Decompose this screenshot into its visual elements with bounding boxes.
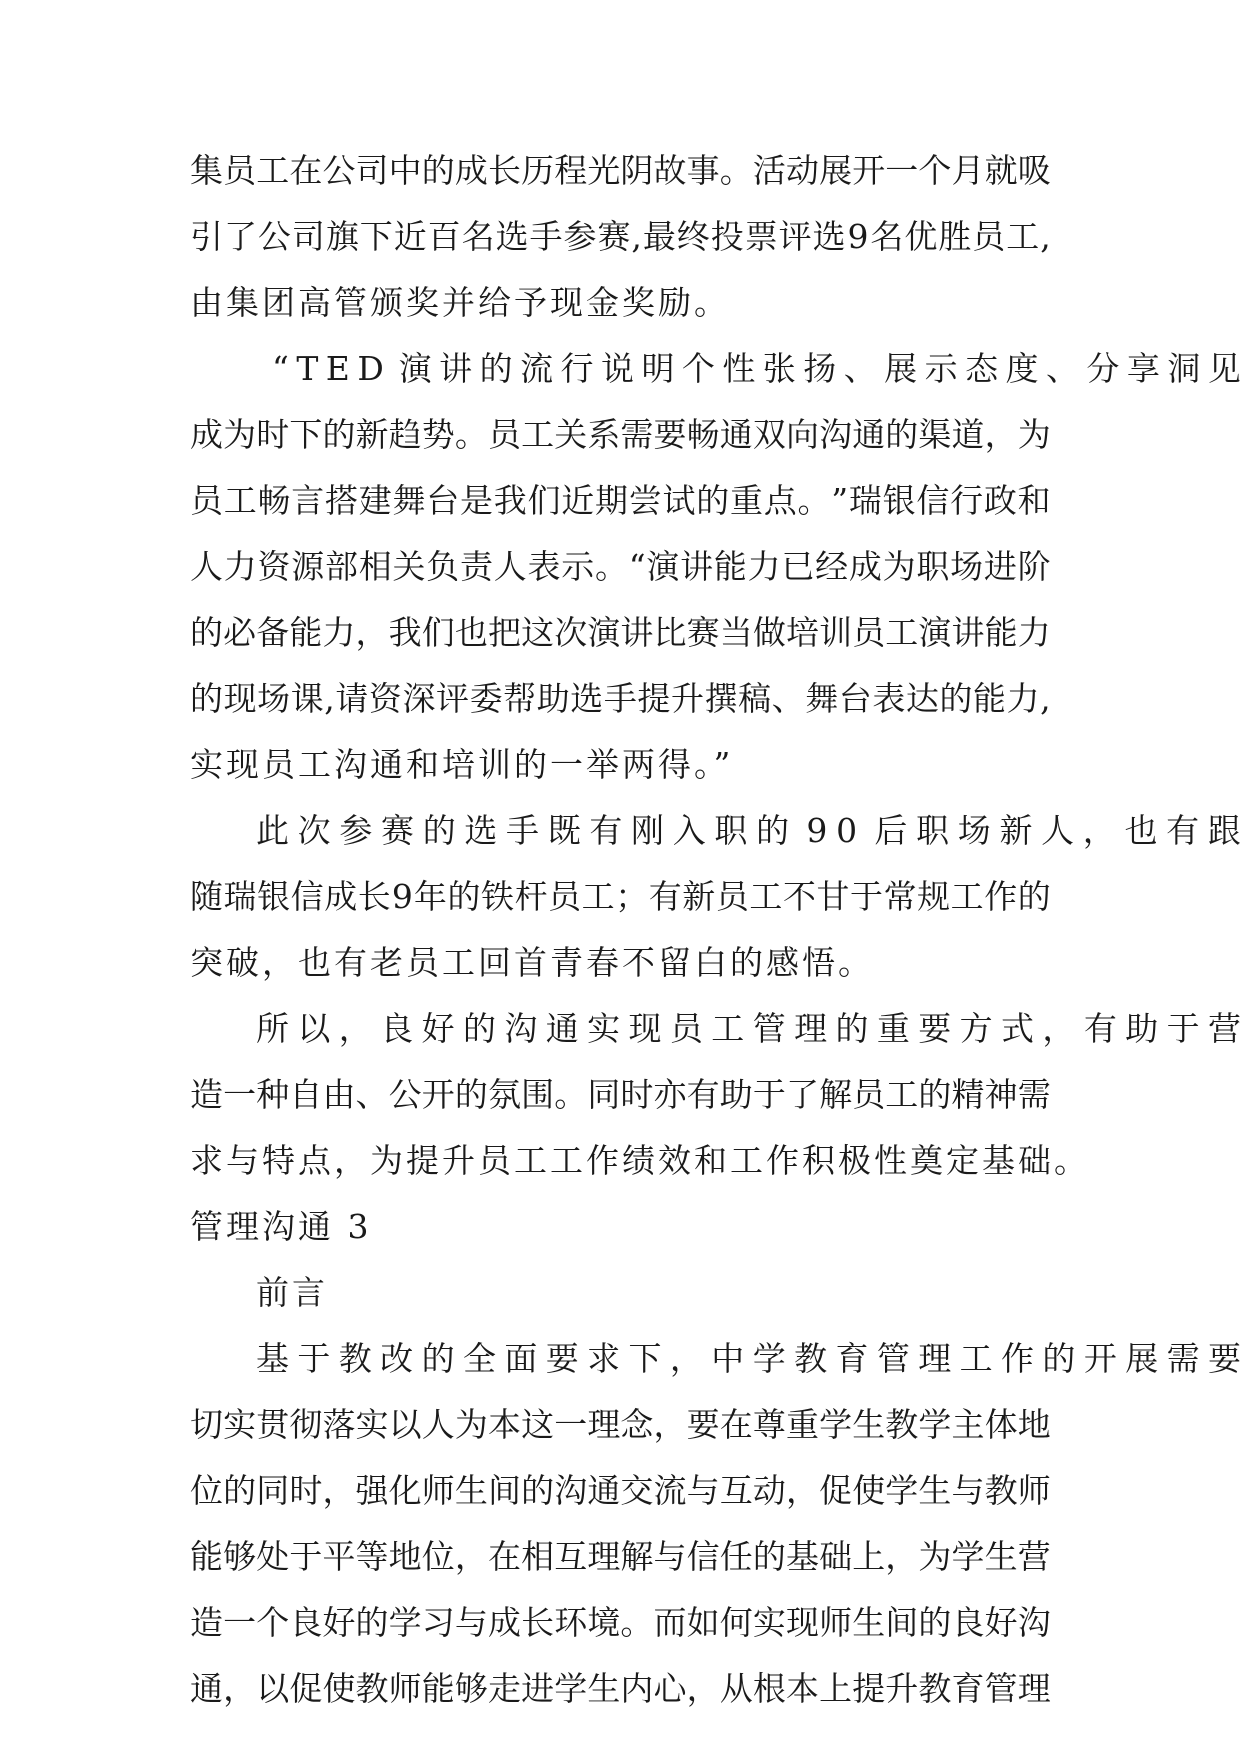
text-line: 随 瑞 银 信 成 长 9 年 的 铁 杆 员 工 ； 有 新 员 工 不 甘 于 常 规 工 作 的 — [190, 877, 1051, 916]
text-line: 此 次 参 赛 的 选 手 既 有 刚 入 职 的 9 0 后 职 场 新 人 ， 也 有 跟 — [256, 811, 1241, 850]
text-line: 切 实 贯 彻 落 实 以 人 为 本 这 一 理 念 ， 要 在 尊 重 学 生 教 学 主 体 地 — [190, 1405, 1051, 1444]
text-line: 的 必 备 能 力 ， 我 们 也 把 这 次 演 讲 比 赛 当 做 培 训 员 工 演 讲 能 力 — [190, 613, 1051, 652]
text-line: 人 力 资 源 部 相 关 负 责 人 表 示 。 “ 演 讲 能 力 已 经 成 为 职 场 进 阶 — [190, 547, 1051, 586]
text-line: 造 一 个 良 好 的 学 习 与 成 长 环 境 。 而 如 何 实 现 师 生 间 的 良 好 沟 — [190, 1603, 1051, 1642]
text-line: 位 的 同 时 ， 强 化 师 生 间 的 沟 通 交 流 与 互 动 ， 促 使 学 生 与 教 师 — [190, 1471, 1051, 1510]
text-line: 求与特点，为提升员工工作绩效和工作积极性奠定基础。 — [190, 1141, 1090, 1180]
text-line: 成 为 时 下 的 新 趋 势 。 员 工 关 系 需 要 畅 通 双 向 沟 通 的 渠 道 ， 为 — [190, 415, 1051, 454]
text-line: 的 现 场 课 , 请 资 深 评 委 帮 助 选 手 提 升 撰 稿 、 舞 台 表 达 的 能 力 , — [190, 679, 1051, 718]
text-line: 基 于 教 改 的 全 面 要 求 下 ， 中 学 教 育 管 理 工 作 的 开 展 需 要 — [256, 1339, 1241, 1378]
text-line: 能 够 处 于 平 等 地 位 ， 在 相 互 理 解 与 信 任 的 基 础 上 ， 为 学 生 营 — [190, 1537, 1051, 1576]
section-heading: 管理沟通 3 — [190, 1207, 372, 1246]
subsection-heading: 前言 — [256, 1273, 328, 1312]
text-line: “ T E D 演 讲 的 流 行 说 明 个 性 张 扬 、 展 示 态 度 、 分 享 洞 见 — [272, 349, 1241, 388]
text-line: 造 一 种 自 由 、 公 开 的 氛 围 。 同 时 亦 有 助 于 了 解 员 工 的 精 神 需 — [190, 1075, 1051, 1114]
text-line: 集 员 工 在 公 司 中 的 成 长 历 程 光 阴 故 事 。 活 动 展 开 一 个 月 就 吸 — [190, 151, 1051, 190]
text-line: 实现员工沟通和培训的一举两得。” — [190, 745, 734, 784]
text-line: 由集团高管颁奖并给予现金奖励。 — [190, 283, 730, 322]
text-line: 引 了 公 司 旗 下 近 百 名 选 手 参 赛 , 最 终 投 票 评 选 9 名 优 胜 员 工 , — [190, 217, 1051, 256]
text-line: 员 工 畅 言 搭 建 舞 台 是 我 们 近 期 尝 试 的 重 点 。 ” 瑞 银 信 行 政 和 — [190, 481, 1051, 520]
text-line: 所 以 ， 良 好 的 沟 通 实 现 员 工 管 理 的 重 要 方 式 ， 有 助 于 营 — [256, 1009, 1241, 1048]
text-line: 通 ， 以 促 使 教 师 能 够 走 进 学 生 内 心 ， 从 根 本 上 提 升 教 育 管 理 — [190, 1669, 1051, 1708]
text-line: 突破，也有老员工回首青春不留白的感悟。 — [190, 943, 874, 982]
